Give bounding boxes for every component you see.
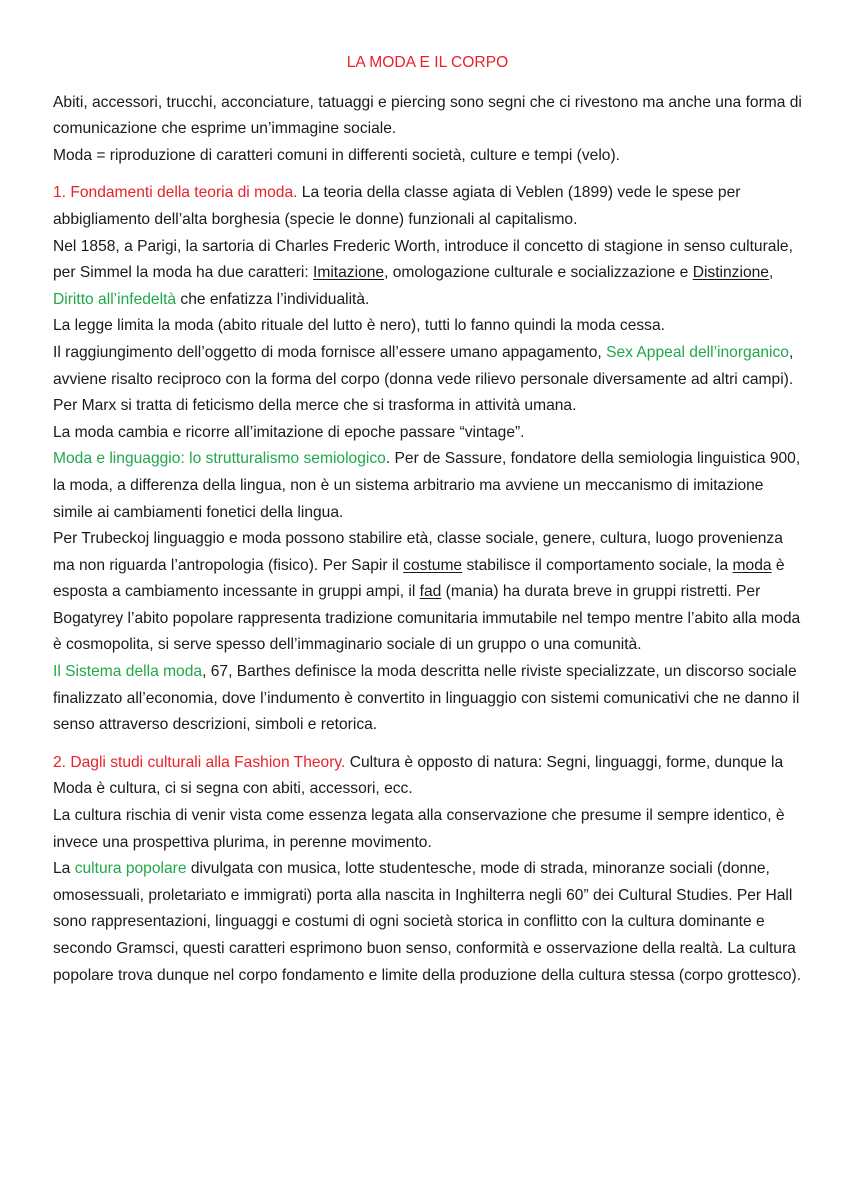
s1-p4-text-b: , avviene risalto reciproco con la forma del corpo (donna vede rilievo personale diversamente ad altri campi). Per Marx si tratta di feticismo della merce che si trasforma in attività umana. [53,343,794,415]
s1-p7-text-d: (mania) ha durata breve in gruppi ristretti. Per Bogatyrey l’abito popolare rappresenta tradizione comunitaria immutabile nel tempo mentre l’abito alla moda è cosmopolita, si serve spesso dell’immaginario sociale di un gruppo o una comunità. [53,583,801,654]
term-cultura-popolare: cultura popolare [74,860,187,878]
section-1 [53,180,802,738]
term-sistema-moda: Il Sistema della moda [53,663,203,681]
term-costume: costume [403,556,463,574]
s2-p1-text: Cultura è opposto di natura: Segni, linguaggi, forme, dunque la Moda è cultura, ci si segna con abiti, accessori, ecc. [53,753,784,798]
section-1-p3: La legge limita la moda (abito rituale del lutto è nero), tutti lo fanno quindi la moda cessa. [53,317,665,335]
section-1-p5: La moda cambia e ricorre all’imitazione di epoche passare “vintage”. [53,423,525,441]
section-1-p8 [53,659,802,739]
section-2-p1 [53,750,802,803]
section-2-heading: 2. Dagli studi culturali alla Fashion Theory. [53,753,346,771]
intro-paragraph [53,90,802,170]
section-1-p4 [53,340,802,420]
s2-p3-text-a: La [53,860,75,878]
s1-p7-text-c: è esposta a cambiamento incessante in gruppi ampi, il [53,556,785,601]
s1-p2-text-a: Nel 1858, a Parigi, la sartoria di Charles Frederic Worth, introduce il concetto di stagione in senso culturale, per Simmel la moda ha due caratteri: [53,237,793,282]
s1-p2-text-b: , omologazione culturale e socializzazione e [384,264,693,282]
term-fad: fad [419,583,442,601]
s1-p7-text-a: Per Trubeckoj linguaggio e moda possono stabilire età, classe sociale, genere, cultura, luogo provenienza ma non riguarda l’antropologia (fisico). Per Sapir il [53,530,783,574]
section-2-p2: La cultura rischia di venir vista come essenza legata alla conservazione che presume il sempre identico, è invece una prospettiva plurima, in perenne movimento. [53,807,785,851]
section-2-p3 [53,856,802,989]
s1-p2-text-d: che enfatizza l’individualità. [176,290,370,308]
s1-p6-text: . Per de Sassure, fondatore della semiologia linguistica 900, la moda, a differenza della lingua, non è un sistema arbitrario ma avviene un meccanismo di imitazione simile ai cambiamenti fonetici della lingua. [53,450,801,521]
term-diritto-infedelta: Diritto all’infedeltà [53,290,177,308]
intro-line-1: Abiti, accessori, trucchi, acconciature, tatuaggi e piercing sono segni che ci rivestono ma anche una forma di comunicazione che esprime un’immagine sociale. [53,93,802,138]
term-sex-appeal: Sex Appeal dell’inorganico [606,343,789,361]
term-distinzione: Distinzione [692,264,769,282]
subheading-moda-linguaggio: Moda e linguaggio: lo strutturalismo semiologico [53,450,386,468]
section-1-p7 [53,526,802,659]
section-1-p1 [53,180,802,233]
page-title: LA MODA E IL CORPO [346,54,509,71]
s2-p3-text-b: divulgata con musica, lotte studentesche, mode di strada, minoranze sociali (donne, omosessuali, proletariato e immigrati) porta alla nascita in Inghilterra negli 60” dei Cultural Studies. Per Hall sono rappresentazioni, linguaggi e costumi di ogni società storica in conflitto con la cultura dominante e secondo Gramsci, questi caratteri esprimono buon senso, conformità e osservazione della realtà. La cultura popolare trova dunque nel corpo fondamento e limite della produzione della cultura stessa (corpo grottesco). [53,860,802,984]
s1-p2-text-c: , [768,264,774,282]
s1-p8-text: , 67, Barthes definisce la moda descritta nelle riviste specializzate, un discorso sociale finalizzato all’economia, dove l’indumento è convertito in linguaggio con sistemi comunicativi che ne danno il senso attraverso descrizioni, simboli e retorica. [53,663,800,734]
s1-p4-text-a: Il raggiungimento dell’oggetto di moda fornisce all’essere umano appagamento, [53,343,607,361]
section-1-p2 [53,234,802,314]
section-1-p6 [53,446,802,526]
intro-line-2: Moda = riproduzione di caratteri comuni in differenti società, culture e tempi (velo). [53,146,620,164]
section-1-heading: 1. Fondamenti della teoria di moda. [53,184,298,202]
term-imitazione: Imitazione [313,264,385,282]
s1-p7-text-b: stabilisce il comportamento sociale, la [462,556,733,574]
section-2 [53,750,802,989]
s1-p1-text: La teoria della classe agiata di Veblen (1899) vede le spese per abbigliamento dell’alta borghesia (specie le donne) funzionali al capitalismo. [53,184,741,228]
term-moda: moda [732,556,772,574]
